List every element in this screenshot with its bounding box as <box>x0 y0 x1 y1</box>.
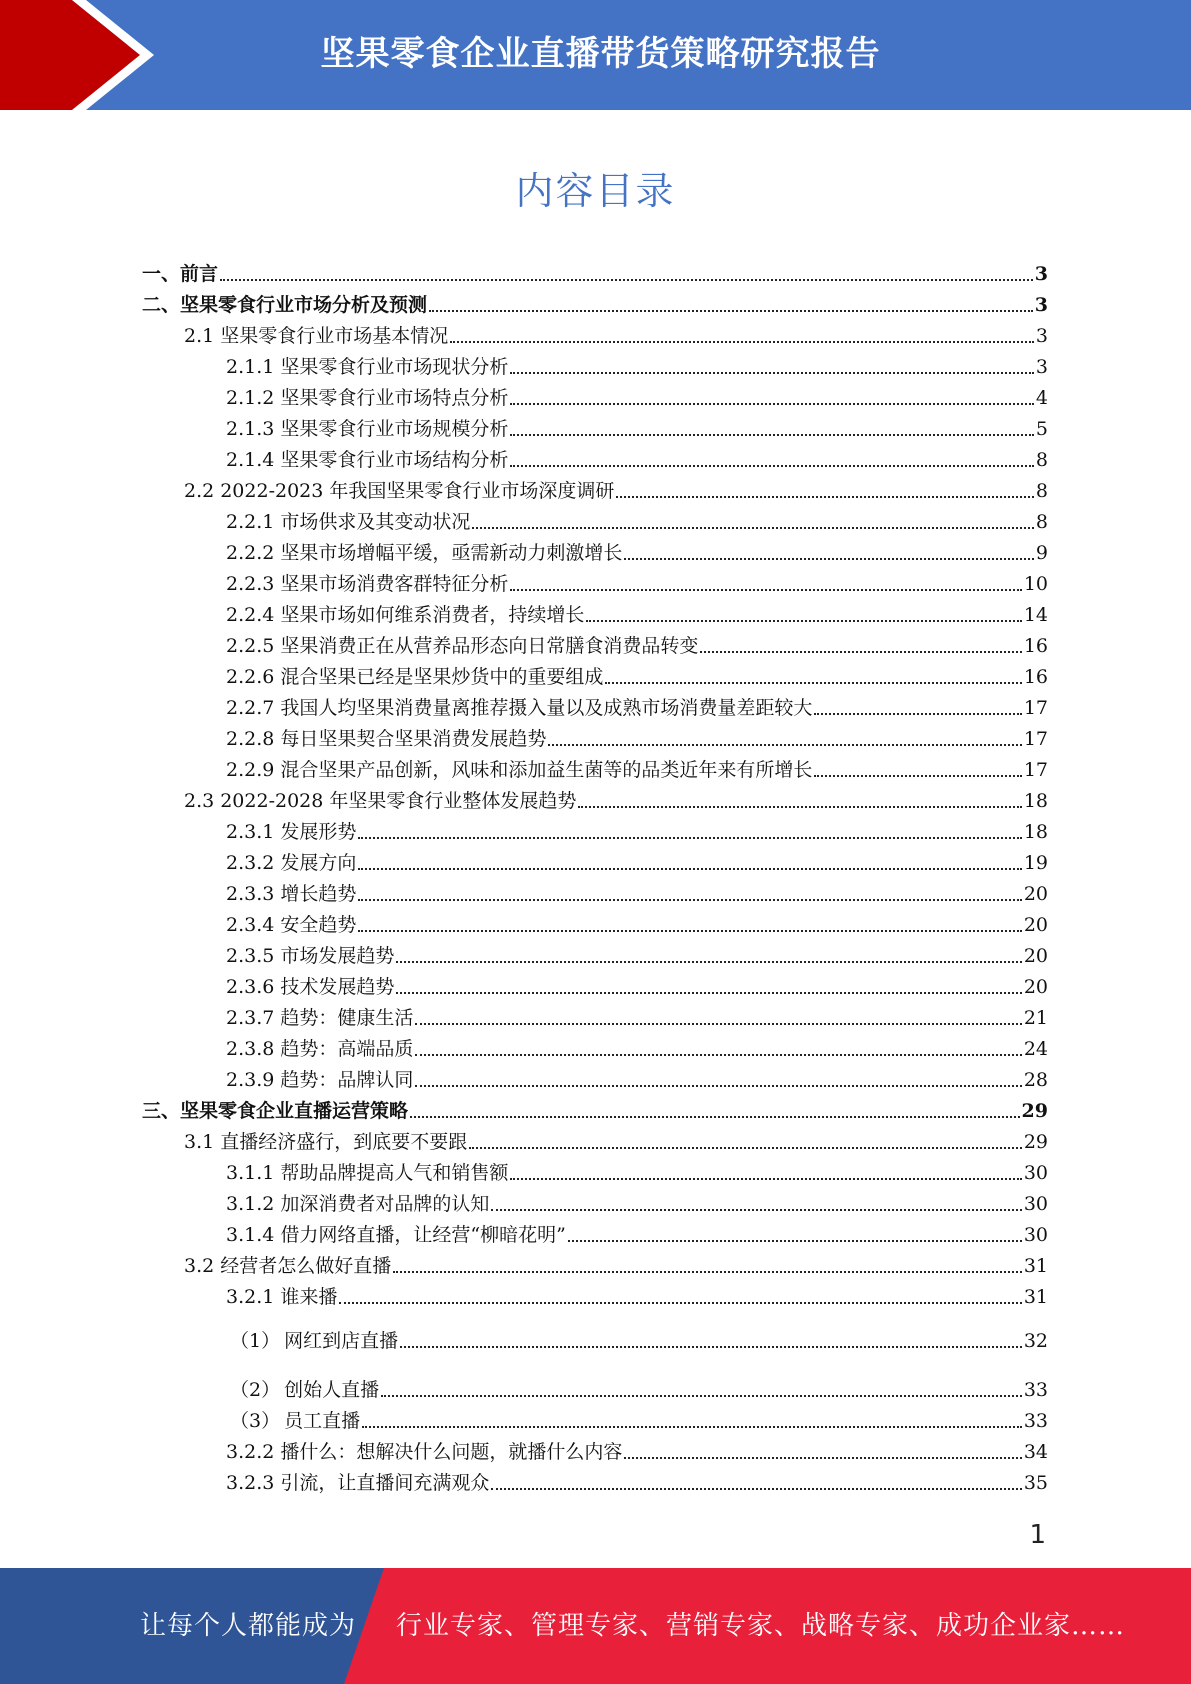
toc-entry-number: 2.1.1 <box>226 356 275 378</box>
toc-entry[interactable] <box>142 379 1048 410</box>
toc-dot-leader <box>220 279 1033 281</box>
toc-dot-leader <box>548 744 1021 746</box>
toc-entry-label: 2022-2028 年坚果零食行业整体发展趋势 <box>220 790 577 812</box>
toc-entry-page: 4 <box>1035 387 1048 409</box>
toc-entry[interactable] <box>142 844 1048 875</box>
toc-entry-number: 2.1.4 <box>226 449 275 471</box>
toc-dot-leader <box>396 961 1021 963</box>
toc-entry-page: 3 <box>1034 294 1048 316</box>
toc-entry-label: 趋势：品牌认同 <box>280 1069 414 1091</box>
toc-entry-page: 18 <box>1023 821 1048 843</box>
toc-entry-label: 加深消费者对品牌的认知 <box>280 1193 490 1215</box>
toc-entry[interactable] <box>142 782 1048 813</box>
toc-dot-leader <box>381 1395 1022 1397</box>
toc-entry[interactable] <box>142 1464 1048 1495</box>
toc-entry[interactable] <box>142 968 1048 999</box>
toc-entry-label: 趋势：高端品质 <box>280 1038 414 1060</box>
footer-slogan-right: 行业专家、管理专家、营销专家、战略专家、成功企业家…… <box>396 1611 1126 1641</box>
toc-entry-number: 2.1 <box>184 325 215 347</box>
toc-entry[interactable] <box>142 1061 1048 1092</box>
toc-entry-label: 趋势：健康生活 <box>280 1007 414 1029</box>
toc-entry[interactable] <box>142 596 1048 627</box>
toc-dot-leader <box>339 1302 1021 1304</box>
toc-entry-page: 5 <box>1035 418 1048 440</box>
toc-entry-label: 谁来播 <box>280 1286 338 1308</box>
toc-entry[interactable] <box>142 534 1048 565</box>
toc-entry-label: 帮助品牌提高人气和销售额 <box>280 1162 509 1184</box>
toc-entry-label: 创始人直播 <box>284 1379 380 1401</box>
toc-entry[interactable] <box>142 999 1048 1030</box>
toc-dot-leader <box>358 868 1021 870</box>
toc-entry[interactable] <box>142 1433 1048 1464</box>
toc-entry-number: 3.2.2 <box>226 1441 275 1463</box>
toc-entry-number: （3） <box>230 1410 281 1432</box>
toc-entry-page: 8 <box>1035 511 1048 533</box>
toc-entry[interactable] <box>142 1247 1048 1278</box>
toc-entry-number: 3.1.4 <box>226 1224 275 1246</box>
toc-dot-leader <box>491 1488 1021 1490</box>
toc-entry-number: 3.2.1 <box>226 1286 275 1308</box>
toc-dot-leader <box>616 496 1034 498</box>
toc-entry-label: 借力网络直播，让经营“柳暗花明” <box>280 1224 566 1246</box>
page-number: 1 <box>1029 1520 1046 1550</box>
toc-entry-page: 3 <box>1034 263 1048 285</box>
toc-entry-label: 三、坚果零食企业直播运营策略 <box>142 1100 409 1122</box>
toc-entry[interactable] <box>142 1216 1048 1247</box>
toc-entry-label: 坚果零食行业市场现状分析 <box>280 356 509 378</box>
toc-entry[interactable] <box>142 1278 1048 1309</box>
toc-entry-page: 18 <box>1023 790 1048 812</box>
toc-entry-number: 2.3.5 <box>226 945 275 967</box>
toc-entry-label: 发展方向 <box>280 852 357 874</box>
toc-entry-page: 33 <box>1023 1379 1048 1401</box>
toc-entry-page: 30 <box>1023 1193 1048 1215</box>
toc-entry-page: 14 <box>1023 604 1048 626</box>
toc-entry-page: 17 <box>1023 759 1048 781</box>
toc-entry[interactable] <box>142 472 1048 503</box>
toc-entry-page: 20 <box>1023 914 1048 936</box>
toc-entry[interactable] <box>142 1030 1048 1061</box>
toc-entry[interactable] <box>142 627 1048 658</box>
toc-dot-leader <box>510 465 1034 467</box>
toc-entry-number: 2.3.4 <box>226 914 275 936</box>
toc-entry-page: 35 <box>1023 1472 1048 1494</box>
toc-dot-leader <box>510 403 1034 405</box>
toc-entry[interactable] <box>142 689 1048 720</box>
toc-entry-number: 2.2.7 <box>226 697 275 719</box>
toc-entry[interactable] <box>142 1322 1048 1353</box>
toc-entry-page: 19 <box>1023 852 1048 874</box>
toc-dot-leader <box>624 1457 1021 1459</box>
toc-entry-number: 2.3.6 <box>226 976 275 998</box>
toc-entry-label: 发展形势 <box>280 821 357 843</box>
toc-entry-label: 混合坚果已经是坚果炒货中的重要组成 <box>280 666 604 688</box>
toc-entry-page: 20 <box>1023 883 1048 905</box>
toc-entry-page: 3 <box>1035 356 1048 378</box>
toc-entry-number: 2.2.5 <box>226 635 275 657</box>
toc-entry-number: 3.2.3 <box>226 1472 275 1494</box>
toc-entry-number: 3.2 <box>184 1255 215 1277</box>
toc-entry-page: 24 <box>1023 1038 1048 1060</box>
toc-entry-number: 2.2.8 <box>226 728 275 750</box>
toc-dot-leader <box>469 1147 1022 1149</box>
toc-entry[interactable] <box>142 720 1048 751</box>
toc-entry-page: 10 <box>1023 573 1048 595</box>
toc-entry[interactable] <box>142 503 1048 534</box>
toc-entry-number: 2.2.3 <box>226 573 275 595</box>
toc-dot-leader <box>472 527 1034 529</box>
toc-entry-number: 2.2.2 <box>226 542 275 564</box>
toc-entry-page: 16 <box>1023 635 1048 657</box>
toc-entry-page: 32 <box>1023 1330 1048 1352</box>
toc-entry[interactable] <box>142 906 1048 937</box>
toc-dot-leader <box>624 558 1034 560</box>
toc-entry[interactable] <box>142 255 1048 286</box>
toc-entry-label: 坚果市场消费客群特征分析 <box>280 573 509 595</box>
toc-entry[interactable] <box>142 1123 1048 1154</box>
toc-entry[interactable] <box>142 441 1048 472</box>
toc-entry-label: 一、前言 <box>142 263 219 285</box>
toc-dot-leader <box>491 1209 1021 1211</box>
toc-entry-label: 经营者怎么做好直播 <box>220 1255 392 1277</box>
toc-entry-page: 29 <box>1021 1100 1048 1122</box>
toc-dot-leader <box>510 372 1034 374</box>
toc-entry-page: 21 <box>1023 1007 1048 1029</box>
toc-entry[interactable] <box>142 751 1048 782</box>
toc-dot-leader <box>400 1346 1022 1348</box>
header-banner <box>0 0 1191 110</box>
toc-entry-label: 二、坚果零食行业市场分析及预测 <box>142 294 428 316</box>
toc-entry-label: 技术发展趋势 <box>280 976 395 998</box>
toc-entry-number: 2.1.2 <box>226 387 275 409</box>
toc-entry-page: 20 <box>1023 976 1048 998</box>
toc-entry-label: 2022-2023 年我国坚果零食行业市场深度调研 <box>220 480 615 502</box>
toc-entry[interactable] <box>142 1402 1048 1433</box>
toc-dot-leader <box>814 775 1021 777</box>
toc-entry[interactable] <box>142 1154 1048 1185</box>
toc-entry-page: 9 <box>1035 542 1048 564</box>
toc-dot-leader <box>410 1116 1020 1118</box>
toc-entry-page: 3 <box>1035 325 1048 347</box>
toc-dot-leader <box>450 341 1034 343</box>
toc-entry-page: 8 <box>1035 480 1048 502</box>
toc-dot-leader <box>429 310 1033 312</box>
toc-entry-page: 31 <box>1023 1286 1048 1308</box>
toc-entry-number: （1） <box>230 1330 281 1352</box>
toc-entry[interactable] <box>142 1185 1048 1216</box>
toc-dot-leader <box>814 713 1021 715</box>
toc-entry-page: 31 <box>1023 1255 1048 1277</box>
toc-dot-leader <box>510 434 1034 436</box>
toc-entry-label: 播什么：想解决什么问题，就播什么内容 <box>280 1441 623 1463</box>
toc-entry[interactable] <box>142 1092 1048 1123</box>
toc-dot-leader <box>586 620 1021 622</box>
toc-entry[interactable] <box>142 348 1048 379</box>
toc-entry-number: 2.3.7 <box>226 1007 275 1029</box>
toc-dot-leader <box>415 1054 1021 1056</box>
report-title: 坚果零食企业直播带货策略研究报告 <box>320 34 881 74</box>
toc-entry[interactable] <box>142 317 1048 348</box>
toc-entry-label: 我国人均坚果消费量离推荐摄入量以及成熟市场消费量差距较大 <box>280 697 813 719</box>
toc-heading: 内容目录 <box>515 169 676 213</box>
toc-entry[interactable] <box>142 875 1048 906</box>
toc-dot-leader <box>393 1271 1022 1273</box>
toc-entry-number: 3.1.1 <box>226 1162 275 1184</box>
toc-entry-page: 30 <box>1023 1224 1048 1246</box>
toc-entry-label: 网红到店直播 <box>284 1330 399 1352</box>
toc-entry-number: 2.3.9 <box>226 1069 275 1091</box>
toc-entry-page: 17 <box>1023 697 1048 719</box>
toc-entry-number: 3.1 <box>184 1131 215 1153</box>
toc-dot-leader <box>510 1178 1021 1180</box>
toc-entry[interactable] <box>142 410 1048 441</box>
footer-slogan-left: 让每个人都能成为 <box>140 1611 357 1641</box>
toc-dot-leader <box>358 930 1021 932</box>
toc-entry-page: 16 <box>1023 666 1048 688</box>
footer-banner <box>0 1568 1191 1684</box>
toc-entry-label: 坚果零食行业市场特点分析 <box>280 387 509 409</box>
toc-entry-page: 8 <box>1035 449 1048 471</box>
toc-entry[interactable] <box>142 937 1048 968</box>
toc-entry-label: 安全趋势 <box>280 914 357 936</box>
toc-entry-number: 2.1.3 <box>226 418 275 440</box>
toc-entry-label: 直播经济盛行，到底要不要跟 <box>220 1131 468 1153</box>
toc-entry-number: 2.2.9 <box>226 759 275 781</box>
toc-entry[interactable] <box>142 565 1048 596</box>
toc-entry-page: 34 <box>1023 1441 1048 1463</box>
toc-dot-leader <box>510 589 1021 591</box>
toc-entry-label: 坚果零食行业市场基本情况 <box>220 325 449 347</box>
toc-entry-number: 2.2.1 <box>226 511 275 533</box>
toc-entry-page: 20 <box>1023 945 1048 967</box>
toc-dot-leader <box>358 899 1021 901</box>
toc-entry-number: 3.1.2 <box>226 1193 275 1215</box>
toc-dot-leader <box>415 1085 1021 1087</box>
toc-entry-label: 市场供求及其变动状况 <box>280 511 471 533</box>
toc-dot-leader <box>700 651 1021 653</box>
toc-dot-leader <box>605 682 1021 684</box>
toc-entry-label: 坚果市场如何维系消费者，持续增长 <box>280 604 585 626</box>
toc-dot-leader <box>358 837 1021 839</box>
toc-entry-label: 每日坚果契合坚果消费发展趋势 <box>280 728 547 750</box>
toc-entry-label: 市场发展趋势 <box>280 945 395 967</box>
toc-dot-leader <box>415 1023 1021 1025</box>
toc-entry-page: 17 <box>1023 728 1048 750</box>
toc-entry-number: 2.2.4 <box>226 604 275 626</box>
toc-entry-number: 2.2.6 <box>226 666 275 688</box>
toc-entry-number: 2.3.3 <box>226 883 275 905</box>
toc-entry[interactable] <box>142 813 1048 844</box>
toc-dot-leader <box>568 1240 1022 1242</box>
toc-entry[interactable] <box>142 658 1048 689</box>
toc-dot-leader <box>362 1426 1022 1428</box>
toc-entry-number: 2.3.8 <box>226 1038 275 1060</box>
toc-entry-number: 2.2 <box>184 480 215 502</box>
toc-entry-label: 坚果零食行业市场结构分析 <box>280 449 509 471</box>
toc-entry-label: 混合坚果产品创新，风味和添加益生菌等的品类近年来有所增长 <box>280 759 813 781</box>
toc-entry-number: （2） <box>230 1379 281 1401</box>
toc-dot-leader <box>578 806 1021 808</box>
toc-entry-page: 33 <box>1023 1410 1048 1432</box>
toc-entry-label: 增长趋势 <box>280 883 357 905</box>
toc-entry-label: 员工直播 <box>284 1410 361 1432</box>
toc-entry-number: 2.3.2 <box>226 852 275 874</box>
toc-entry-page: 29 <box>1023 1131 1048 1153</box>
toc-entry-page: 28 <box>1023 1069 1048 1091</box>
toc-entry-label: 引流，让直播间充满观众 <box>280 1472 490 1494</box>
toc-entry-label: 坚果市场增幅平缓，亟需新动力刺激增长 <box>280 542 623 564</box>
toc-dot-leader <box>396 992 1021 994</box>
toc-entry-number: 2.3.1 <box>226 821 275 843</box>
toc-entry[interactable] <box>142 286 1048 317</box>
toc-entry-label: 坚果消费正在从营养品形态向日常膳食消费品转变 <box>280 635 699 657</box>
toc-entry-page: 30 <box>1023 1162 1048 1184</box>
toc-entry-number: 2.3 <box>184 790 215 812</box>
toc-entry-label: 坚果零食行业市场规模分析 <box>280 418 509 440</box>
toc-entry[interactable] <box>142 1371 1048 1402</box>
